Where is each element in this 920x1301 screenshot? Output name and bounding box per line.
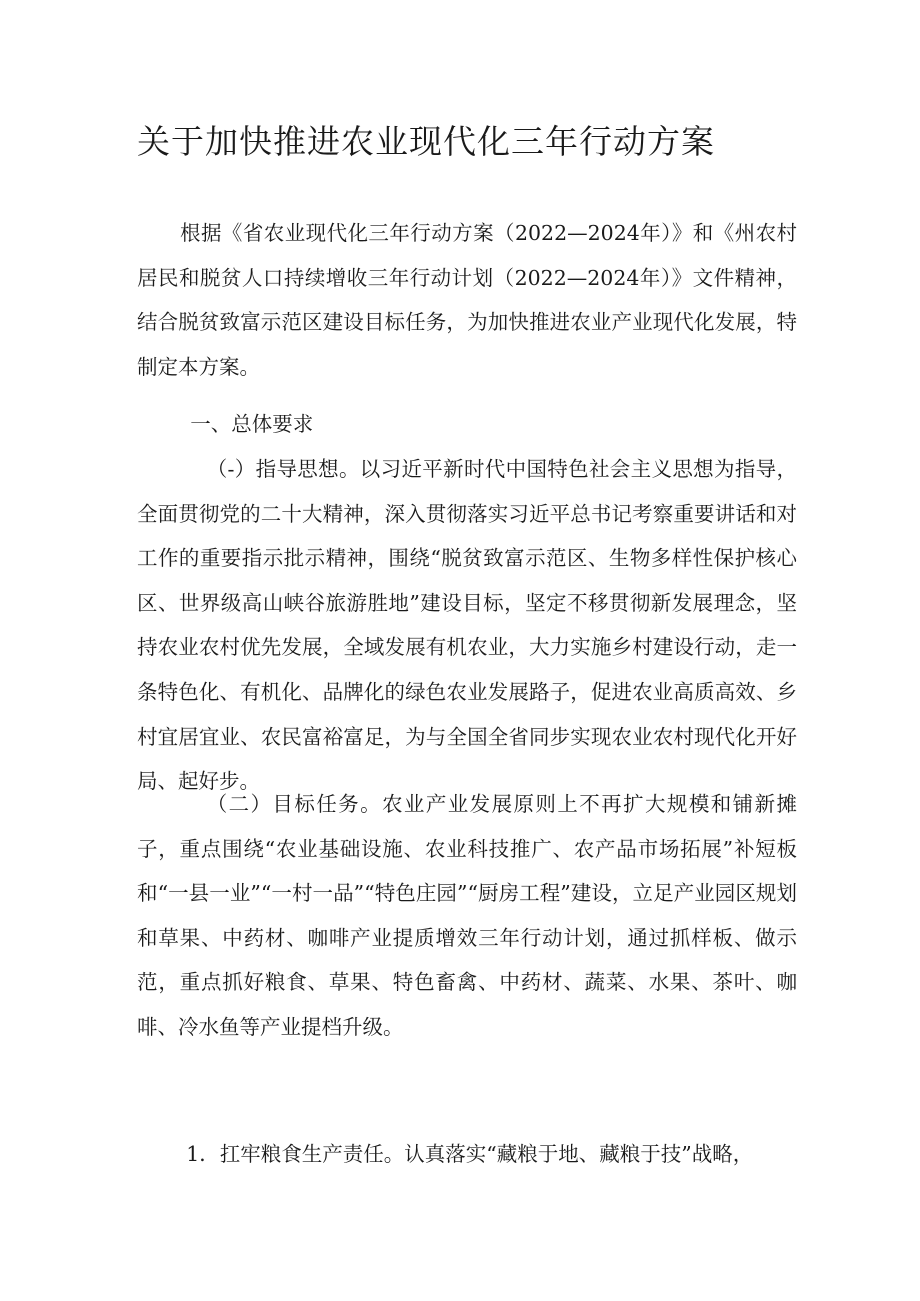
guiding-thought-paragraph: （-）指导思想。以习近平新时代中国特色社会主义思想为指导，全面贯彻党的二十大精神，深入贯彻落实习近平总书记考察重要讲话和对工作的重要指示批示精神，围绕“脱贫致富示范区、生物多样性保护核心区、世界级高山峡谷旅游胜地”建设目标，坚定不移贯彻新发展理念，坚持农业农村优先发展，全域发展有机农业，大力实施乡村建设行动，走一条特色化、有机化、品牌化的绿色农业发展路子，促进农业高质高效、乡村宜居宜业、农民富裕富足，为与全国全省同步实现农业农村现代化开好局、起好步。 bbox=[137, 457, 797, 794]
section-heading-general-requirements: 一、总体要求 bbox=[190, 412, 314, 436]
document-title: 关于加快推进农业现代化三年行动方案 bbox=[137, 122, 715, 161]
item-1-paragraph: 1．扛牢粮食生产责任。认真落实“藏粮于地、藏粮于技”战略， bbox=[186, 1142, 754, 1166]
goals-tasks-paragraph: （二）目标任务。农业产业发展原则上不再扩大规模和铺新摊子，重点围绕“农业基础设施、农业科技推广、农产品市场拓展”补短板和“一县一业”“一村一品”“特色庄园”“厨房工程”建设，立足产业园区规划和草果、中药材、咖啡产业提质增效三年行动计划，通过抓样板、做示范，重点抓好粮食、草果、特色畜禽、中药材、蔬菜、水果、茶叶、咖啡、冷水鱼等产业提档升级。 bbox=[137, 792, 797, 1039]
intro-paragraph: 根据《省农业现代化三年行动方案（2022—2024年）》和《州农村居民和脱贫人口持续增收三年行动计划（2022—2024年）》文件精神，结合脱贫致富示范区建设目标任务，为加快推进农业产业现代化发展，特制定本方案。 bbox=[137, 221, 797, 379]
